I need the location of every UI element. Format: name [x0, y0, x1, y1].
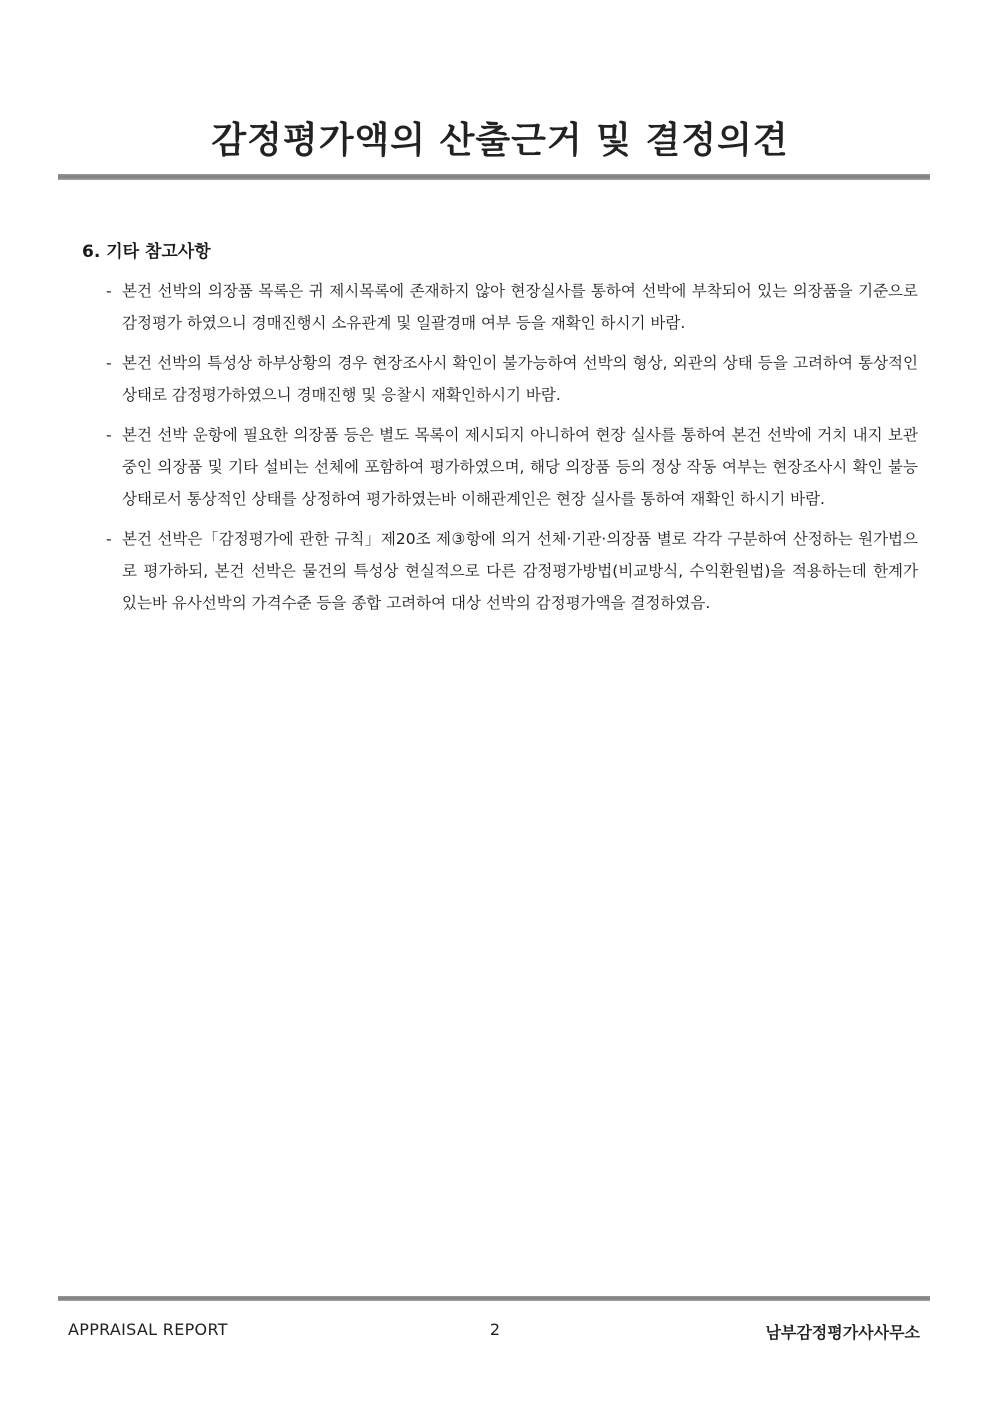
page-title: 감정평가액의 산출근거 및 결정의견 [211, 120, 789, 161]
list-item [106, 419, 918, 515]
list-dash: - [106, 282, 112, 300]
reference-notes-list [106, 275, 918, 627]
list-item-text: 본건 선박은「감정평가에 관한 규칙」제20조 제③항에 의거 선체·기관·의장품 별로 각각 구분하여 산정하는 원가법으로 평가하되, 본건 선박은 물건의 특성상 현실적으로 다른 감정평가방법(비교방식, 수익환원법)을 적용하는데 한계가 있는바 유사선박의 가격수준 등을 종합 고려하여 대상 선박의 감정평가액을 결정하였음. [122, 530, 918, 612]
page-number: 2 [489, 1320, 501, 1339]
title-divider [58, 174, 930, 180]
list-item-text: 본건 선박의 의장품 목록은 귀 제시목록에 존재하지 않아 현장실사를 통하여 선박에 부착되어 있는 의장품을 기준으로 감정평가 하였으니 경매진행시 소유관계 및 일괄경매 여부 등을 재확인 하시기 바람. [122, 282, 918, 332]
list-item-text: 본건 선박 운항에 필요한 의장품 등은 별도 목록이 제시되지 아니하여 현장 실사를 통하여 본건 선박에 거치 내지 보관 중인 의장품 및 기타 설비는 선체에 포함하여 평가하였으며, 해당 의장품 등의 정상 작동 여부는 현장조사시 확인 불능상태로서 통상적인 상태를 상정하여 평가하였는바 이해관계인은 현장 실사를 통하여 재확인 하시기 바람. [122, 426, 918, 508]
list-dash: - [106, 426, 112, 444]
list-item [106, 347, 918, 411]
list-item [106, 275, 918, 339]
list-item-text: 본건 선박의 특성상 하부상황의 경우 현장조사시 확인이 불가능하여 선박의 형상, 외관의 상태 등을 고려하여 통상적인 상태로 감정평가하였으니 경매진행 및 응찰시 재확인하시기 바람. [122, 354, 918, 404]
section-heading: 6. 기타 참고사항 [82, 242, 211, 262]
footer-office-name: 남부감정평가사사무소 [765, 1323, 920, 1342]
list-dash: - [106, 354, 112, 372]
footer-divider [58, 1296, 930, 1301]
list-item [106, 523, 918, 619]
footer-report-label: APPRAISAL REPORT [68, 1320, 228, 1339]
list-dash: - [106, 530, 112, 548]
